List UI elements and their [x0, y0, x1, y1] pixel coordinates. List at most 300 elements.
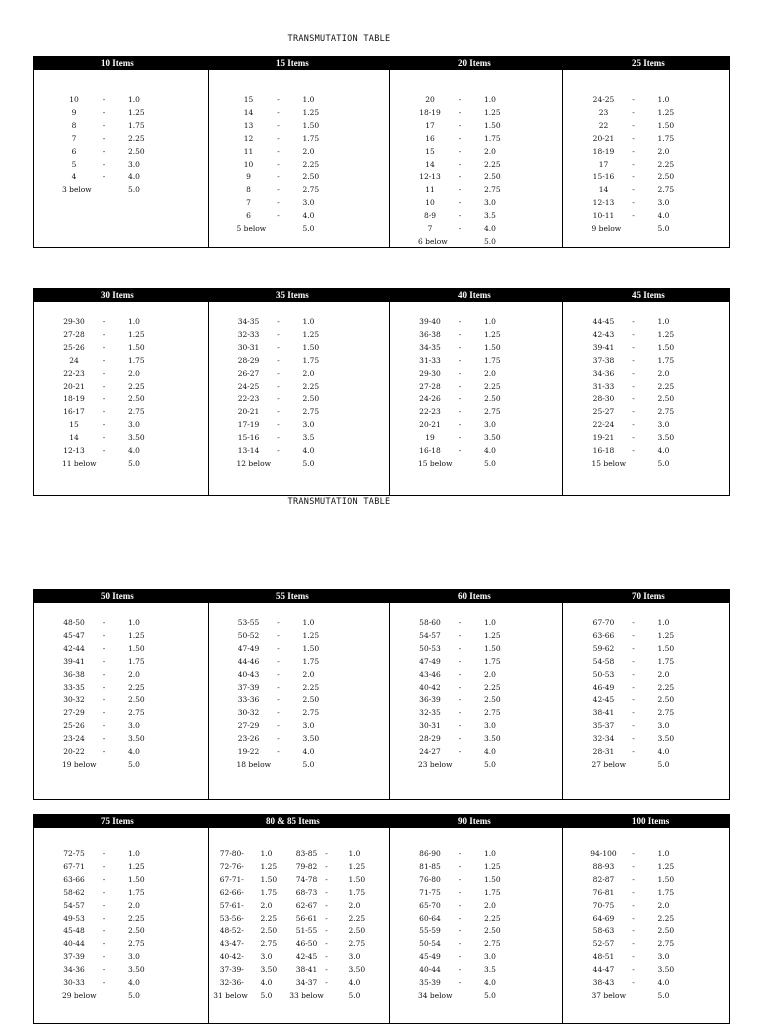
- score-range: 10: [243, 159, 254, 169]
- dash: -: [277, 355, 280, 365]
- grade-value: 3.0: [657, 198, 670, 208]
- dash: -: [277, 446, 280, 455]
- grade-value: 2.50: [657, 926, 675, 936]
- dash: -: [458, 849, 462, 858]
- score-range: 9: [71, 107, 77, 117]
- table-row: [563, 458, 729, 470]
- grade-column: [390, 828, 564, 1023]
- dash: -: [277, 185, 280, 195]
- dash: -: [632, 952, 635, 962]
- dash: -: [277, 747, 280, 756]
- score-range: 17: [425, 120, 435, 130]
- dash: -: [325, 913, 328, 923]
- grade-value: 2.25: [128, 381, 145, 391]
- grade-value: 1.50: [483, 643, 501, 653]
- dash: -: [458, 368, 462, 378]
- score-range: 12-13: [592, 198, 615, 208]
- grade-value: 5.0: [128, 185, 140, 195]
- table-row: [390, 133, 563, 145]
- page-title-middle: TRANSMUTATION TABLE: [287, 497, 391, 507]
- dash: -: [102, 618, 106, 627]
- score-range: 11: [243, 146, 254, 156]
- score-range: 18-19: [592, 146, 615, 156]
- dash: -: [632, 381, 635, 391]
- table-row: [563, 951, 729, 963]
- table-row: [390, 759, 563, 771]
- score-range: 6 below: [417, 236, 448, 246]
- dash: -: [632, 329, 635, 339]
- dash: -: [632, 120, 635, 130]
- table-row: [563, 159, 729, 171]
- grade-value: 2.75: [657, 939, 675, 949]
- dash: -: [277, 734, 280, 744]
- page-title-top: TRANSMUTATION TABLE: [287, 34, 391, 44]
- score-range: 9: [246, 172, 251, 182]
- transmutation-table-50-70: [33, 589, 730, 800]
- score-range: 58-60: [419, 618, 441, 627]
- dash: -: [458, 420, 462, 430]
- score-range: 12-13: [419, 172, 441, 182]
- table-row: [390, 746, 563, 758]
- table-body: [33, 828, 730, 1024]
- grade-value: 2.0: [302, 669, 315, 679]
- grade-value: 3.0: [657, 721, 670, 731]
- dash: -: [102, 695, 106, 705]
- table-row: [209, 759, 389, 771]
- table-row: [563, 342, 729, 354]
- score-range: 30-31: [419, 721, 441, 731]
- table-row: [34, 874, 208, 886]
- table-row: [390, 368, 563, 380]
- table-row: [209, 964, 389, 976]
- table-row: [34, 107, 208, 119]
- grade-value: 5.0: [657, 458, 670, 468]
- dash: -: [102, 95, 106, 104]
- score-range: 22-23: [237, 394, 260, 404]
- score-range: 46-50: [295, 939, 318, 949]
- dash: -: [632, 394, 635, 404]
- dash: -: [277, 133, 280, 143]
- column-header: 10 Items: [101, 58, 134, 68]
- grade-value: 2.50: [483, 926, 501, 936]
- dash: -: [325, 849, 328, 858]
- grade-value: 1.0: [657, 95, 670, 104]
- table-row: [34, 694, 208, 706]
- grade-value: 5.0: [483, 759, 496, 769]
- score-range: 13: [243, 120, 254, 130]
- grade-column: [390, 70, 564, 247]
- dash: -: [458, 317, 462, 326]
- grade-value: 1.75: [657, 887, 675, 897]
- score-range: 6: [71, 146, 77, 156]
- table-row: [563, 223, 729, 235]
- dash: -: [632, 211, 635, 221]
- table-row: [34, 393, 208, 405]
- grade-value: 1.75: [657, 355, 675, 365]
- transmutation-table-30-45: [33, 288, 730, 496]
- score-range: 35-39: [419, 978, 441, 987]
- dash: -: [102, 900, 106, 910]
- score-range: 31-33: [592, 381, 615, 391]
- score-range: 58-62: [63, 887, 85, 897]
- table-row: [209, 733, 389, 745]
- grade-value: 5.0: [483, 990, 496, 1000]
- grade-value: 1.75: [483, 887, 501, 897]
- score-range: 27-29: [63, 708, 85, 718]
- grade-value: 1.75: [128, 887, 145, 897]
- table-row: [209, 925, 389, 937]
- grade-value: 2.50: [128, 146, 145, 156]
- score-range: 5: [71, 159, 77, 169]
- dash: -: [102, 926, 106, 936]
- dash: -: [458, 952, 462, 962]
- dash: -: [632, 172, 635, 182]
- dash: -: [458, 978, 462, 987]
- dash: -: [458, 185, 462, 195]
- grade-value: 2.0: [483, 146, 496, 156]
- score-range: 14: [425, 159, 435, 169]
- score-range: 54-57: [63, 900, 85, 910]
- score-range: 74-78: [295, 874, 318, 884]
- dash: -: [458, 682, 462, 692]
- score-range: 24: [69, 355, 79, 365]
- grade-value: 4.0: [483, 978, 496, 987]
- dash: -: [458, 669, 462, 679]
- score-range: 50-54: [419, 939, 441, 949]
- grade-value: 3.50: [302, 734, 320, 744]
- score-range: 15-16: [592, 172, 615, 182]
- grade-value: 4.0: [483, 446, 496, 455]
- table-row: [34, 368, 208, 380]
- score-range: 52-57: [592, 939, 615, 949]
- score-range: 24-27: [419, 747, 441, 756]
- grade-value: 2.50: [657, 394, 675, 404]
- grade-value: 5.0: [348, 990, 361, 1000]
- score-range: 67-71: [219, 874, 242, 884]
- dash: -: [458, 407, 462, 417]
- table-row: [390, 733, 563, 745]
- table-row: [209, 669, 389, 681]
- dash: -: [458, 643, 462, 653]
- grade-value: 2.50: [483, 695, 501, 705]
- score-range: 18-19: [419, 107, 441, 117]
- grade-value: 1.0: [657, 618, 670, 627]
- dash: -: [277, 420, 280, 430]
- table-row: [209, 223, 389, 235]
- grade-value: 4.0: [260, 978, 273, 987]
- score-range: 72-75: [63, 849, 85, 858]
- table-row: [209, 874, 389, 886]
- dash: -: [325, 861, 328, 871]
- score-range: 33-36: [237, 695, 260, 705]
- grade-value: 1.50: [260, 874, 278, 884]
- score-range: 24-25: [592, 95, 615, 104]
- grade-column: [34, 70, 209, 247]
- grade-value: 2.50: [302, 172, 320, 182]
- table-row: [34, 458, 208, 470]
- score-range: 5 below: [236, 224, 267, 233]
- table-row: [34, 759, 208, 771]
- grade-value: 1.25: [657, 329, 675, 339]
- score-range: 34-36: [63, 965, 85, 975]
- grade-value: 2.0: [657, 368, 670, 378]
- table-row: [563, 406, 729, 418]
- dash: -: [102, 420, 106, 430]
- dash: -: [277, 695, 280, 705]
- dash: -: [325, 952, 328, 962]
- table-row: [390, 223, 563, 235]
- dash: -: [102, 747, 106, 756]
- score-range: 7: [427, 224, 433, 233]
- grade-value: 1.75: [128, 656, 145, 666]
- score-range: 24-25: [237, 381, 260, 391]
- table-row: [34, 630, 208, 642]
- grade-value: 1.0: [128, 95, 140, 104]
- dash: -: [632, 747, 635, 756]
- grade-value: 1.75: [260, 887, 278, 897]
- table-row: [563, 874, 729, 886]
- grade-column: [209, 70, 390, 247]
- dash: -: [632, 146, 635, 156]
- score-range: 65-70: [419, 900, 441, 910]
- column-header: 90 Items: [458, 816, 491, 826]
- grade-value: 1.50: [657, 120, 675, 130]
- score-range: 22-24: [592, 420, 615, 430]
- dash: -: [458, 211, 462, 221]
- dash: -: [632, 900, 635, 910]
- grade-value: 4.0: [348, 978, 361, 987]
- table-row: [390, 406, 563, 418]
- dash: -: [277, 407, 280, 417]
- table-row: [34, 861, 208, 873]
- score-range: 36-38: [419, 329, 441, 339]
- grade-value: 1.75: [657, 656, 675, 666]
- dash: -: [102, 734, 106, 744]
- score-range: 44-45: [592, 317, 615, 326]
- table-row: [390, 342, 563, 354]
- grade-value: 1.25: [483, 630, 501, 640]
- table-row: [390, 617, 563, 629]
- dash: -: [632, 734, 635, 744]
- grade-value: 2.75: [657, 407, 675, 417]
- grade-value: 1.25: [302, 329, 320, 339]
- dash: -: [102, 394, 106, 404]
- table-row: [390, 197, 563, 209]
- score-range: 39-41: [592, 342, 615, 352]
- dash: -: [277, 368, 280, 378]
- dash: -: [458, 900, 462, 910]
- grade-column: [563, 828, 729, 1023]
- grade-value: 2.0: [483, 368, 496, 378]
- grade-value: 1.0: [657, 317, 670, 326]
- grade-value: 2.0: [302, 368, 315, 378]
- grade-column: [390, 603, 564, 799]
- score-range: 36-38: [63, 669, 85, 679]
- grade-value: 1.50: [483, 342, 501, 352]
- score-range: 26-27: [237, 368, 260, 378]
- dash: -: [632, 965, 635, 975]
- table-row: [34, 342, 208, 354]
- grade-value: 1.75: [302, 656, 320, 666]
- table-row: [209, 197, 389, 209]
- score-range: 20-21: [419, 420, 441, 430]
- dash: -: [277, 198, 280, 208]
- dash: -: [102, 682, 106, 692]
- grade-value: 4.0: [128, 172, 140, 182]
- table-row: [390, 159, 563, 171]
- grade-value: 4.0: [302, 446, 315, 455]
- grade-value: 2.25: [483, 159, 501, 169]
- table-row: [34, 329, 208, 341]
- dash: -: [241, 913, 244, 923]
- table-row: [563, 759, 729, 771]
- grade-value: 1.50: [128, 342, 145, 352]
- dash: -: [241, 978, 244, 987]
- grade-value: 2.75: [128, 708, 145, 718]
- dash: -: [632, 420, 635, 430]
- grade-value: 4.0: [657, 747, 670, 756]
- table-row: [34, 120, 208, 132]
- score-range: 12 below: [236, 458, 272, 468]
- score-range: 38-41: [592, 708, 615, 718]
- grade-value: 1.75: [483, 355, 501, 365]
- grade-value: 1.75: [483, 656, 501, 666]
- grade-value: 2.75: [260, 939, 278, 949]
- grade-value: 1.50: [302, 342, 320, 352]
- grade-value: 1.50: [302, 643, 320, 653]
- score-range: 15-16: [237, 433, 260, 443]
- score-range: 22-23: [419, 407, 441, 417]
- table-row: [563, 900, 729, 912]
- dash: -: [102, 887, 106, 897]
- score-range: 40-44: [419, 965, 441, 975]
- dash: -: [458, 939, 462, 949]
- dash: -: [458, 224, 462, 233]
- score-range: 47-49: [237, 643, 260, 653]
- table-row: [34, 171, 208, 183]
- score-range: 43-46: [419, 669, 441, 679]
- dash: -: [102, 630, 106, 640]
- dash: -: [632, 978, 635, 987]
- dash: -: [241, 939, 244, 949]
- grade-value: 2.50: [657, 695, 675, 705]
- dash: -: [458, 618, 462, 627]
- score-range: 29-30: [63, 317, 85, 326]
- table-row: [563, 171, 729, 183]
- table-row: [390, 887, 563, 899]
- grade-value: 3.0: [483, 952, 496, 962]
- table-row: [34, 669, 208, 681]
- dash: -: [277, 682, 280, 692]
- dash: -: [102, 978, 106, 987]
- score-range: 44-47: [592, 965, 615, 975]
- table-row: [390, 184, 563, 196]
- score-range: 48-51: [592, 952, 615, 962]
- table-row: [390, 720, 563, 732]
- table-row: [209, 120, 389, 132]
- dash: -: [277, 107, 280, 117]
- dash: -: [102, 368, 106, 378]
- table-row: [390, 236, 563, 248]
- table-row: [390, 643, 563, 655]
- table-row: [390, 925, 563, 937]
- dash: -: [632, 887, 635, 897]
- dash: -: [102, 342, 106, 352]
- grade-value: 3.0: [128, 159, 140, 169]
- dash: -: [632, 926, 635, 936]
- table-row: [390, 694, 563, 706]
- column-header: 40 Items: [458, 290, 491, 300]
- grade-value: 1.50: [128, 874, 145, 884]
- column-header: 45 Items: [632, 290, 665, 300]
- score-range: 47-49: [419, 656, 441, 666]
- table-row: [563, 925, 729, 937]
- grade-column: [34, 828, 209, 1023]
- table-row: [34, 381, 208, 393]
- table-row: [563, 861, 729, 873]
- grade-value: 3.0: [657, 952, 670, 962]
- grade-value: 2.75: [302, 185, 320, 195]
- table-row: [563, 94, 729, 106]
- grade-value: 3.50: [483, 734, 501, 744]
- score-range: 28-31: [592, 747, 615, 756]
- grade-value: 2.0: [128, 368, 140, 378]
- score-range: 20-21: [592, 133, 615, 143]
- dash: -: [277, 381, 280, 391]
- table-row: [390, 977, 563, 989]
- table-row: [34, 887, 208, 899]
- grade-value: 3.50: [128, 734, 145, 744]
- column-header: 15 Items: [276, 58, 309, 68]
- table-header-bar: [33, 814, 730, 828]
- dash: -: [102, 317, 106, 326]
- grade-value: 3.0: [260, 952, 273, 962]
- dash: -: [102, 952, 106, 962]
- table-row: [34, 406, 208, 418]
- grade-column: [563, 302, 729, 495]
- grade-value: 3.0: [483, 198, 496, 208]
- table-row: [209, 406, 389, 418]
- table-row: [563, 329, 729, 341]
- table-row: [209, 368, 389, 380]
- score-range: 43-47: [219, 939, 242, 949]
- score-range: 39-41: [63, 656, 85, 666]
- dash: -: [241, 965, 244, 975]
- score-range: 34 below: [417, 990, 453, 1000]
- grade-value: 2.50: [348, 926, 366, 936]
- table-row: [209, 694, 389, 706]
- score-range: 8: [246, 185, 251, 195]
- score-range: 77-80: [219, 849, 242, 858]
- grade-value: 2.75: [657, 185, 675, 195]
- table-row: [34, 445, 208, 457]
- grade-value: 2.0: [128, 900, 140, 910]
- score-range: 14: [598, 185, 609, 195]
- score-range: 62-67: [295, 900, 318, 910]
- grade-value: 4.0: [128, 747, 140, 756]
- dash: -: [325, 939, 328, 949]
- dash: -: [241, 849, 244, 858]
- dash: -: [277, 120, 280, 130]
- table-row: [390, 445, 563, 457]
- dash: -: [241, 926, 244, 936]
- dash: -: [102, 381, 106, 391]
- table-row: [563, 120, 729, 132]
- dash: -: [102, 446, 106, 455]
- table-row: [563, 316, 729, 328]
- dash: -: [458, 120, 462, 130]
- grade-value: 4.0: [657, 211, 670, 221]
